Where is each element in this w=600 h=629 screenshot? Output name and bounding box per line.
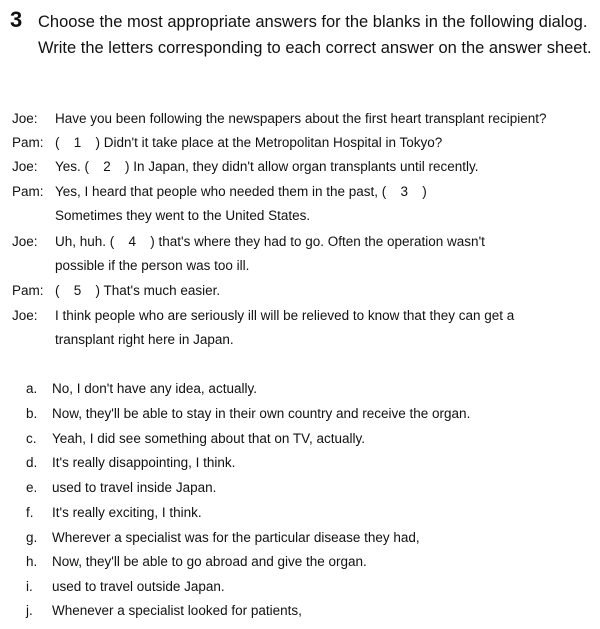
option-text: Now, they'll be able to go abroad and give the organ. bbox=[52, 554, 367, 569]
option-text: Whenever a specialist looked for patients, bbox=[52, 603, 302, 618]
speaker-label: Pam: bbox=[12, 184, 44, 199]
utterance bbox=[55, 158, 479, 176]
blank-close-paren: ) bbox=[95, 135, 100, 150]
option-letter: d. bbox=[26, 455, 38, 470]
blank-open-paren: ( bbox=[55, 283, 60, 298]
utterance-text: that's where they had to go. Often the operation wasn't bbox=[154, 234, 485, 249]
option-letter: c. bbox=[26, 431, 37, 446]
speaker-label: Pam: bbox=[12, 283, 44, 298]
utterance bbox=[55, 307, 514, 325]
utterance-text: Didn't it take place at the Metropolitan Hospital in Tokyo? bbox=[100, 135, 443, 150]
option-letter: i. bbox=[26, 579, 33, 594]
utterance-text: That's much easier. bbox=[100, 283, 221, 298]
option-text: used to travel outside Japan. bbox=[52, 579, 225, 594]
speaker-label: Joe: bbox=[12, 234, 38, 249]
option-text: Wherever a specialist was for the particular disease they had, bbox=[52, 530, 420, 545]
option-letter: h. bbox=[26, 554, 38, 569]
utterance-text: In Japan, they didn't allow organ transplants until recently. bbox=[129, 159, 479, 174]
utterance-text: Yes, I heard that people who needed them in the past, ( bbox=[55, 184, 387, 199]
option-text: used to travel inside Japan. bbox=[52, 480, 217, 495]
utterance bbox=[55, 134, 442, 152]
blank-close-paren: ) bbox=[125, 159, 130, 174]
option-text: Yeah, I did see something about that on TV, actually. bbox=[52, 431, 365, 446]
blank-open-paren: ( bbox=[55, 135, 60, 150]
option-letter: e. bbox=[26, 480, 38, 495]
utterance-text: Uh, huh. ( bbox=[55, 234, 115, 249]
blank-number: 1 bbox=[73, 135, 82, 150]
utterance bbox=[55, 233, 485, 251]
blank-number: 4 bbox=[128, 234, 137, 249]
option-text: Now, they'll be able to stay in their own country and receive the organ. bbox=[52, 406, 471, 421]
utterance bbox=[55, 282, 220, 300]
blank-close-paren: ) bbox=[150, 234, 155, 249]
option-letter: g. bbox=[26, 530, 38, 545]
option-letter: b. bbox=[26, 406, 38, 421]
utterance-text: Yes. ( bbox=[55, 159, 90, 174]
option-letter: f. bbox=[26, 505, 34, 520]
blank-close-paren: ) bbox=[95, 283, 100, 298]
blank-number: 5 bbox=[73, 283, 82, 298]
utterance bbox=[55, 183, 427, 201]
utterance-text: Have you been following the newspapers about the first heart transplant recipient? bbox=[55, 111, 547, 126]
option-letter: j. bbox=[26, 603, 33, 618]
utterance-text: I think people who are seriously ill will be relieved to know that they can get a bbox=[55, 308, 515, 323]
speaker-label: Joe: bbox=[12, 111, 38, 126]
option-text: It's really exciting, I think. bbox=[52, 505, 202, 520]
speaker-label: Joe: bbox=[12, 308, 38, 323]
blank-number: 3 bbox=[400, 184, 408, 199]
utterance bbox=[55, 110, 547, 128]
speaker-label: Joe: bbox=[12, 159, 38, 174]
speaker-label: Pam: bbox=[12, 135, 44, 150]
utterance bbox=[55, 207, 310, 225]
utterance-text: Sometimes they went to the United States. bbox=[55, 208, 311, 223]
blank-number: 2 bbox=[103, 159, 111, 174]
question-number: 3 bbox=[10, 7, 23, 32]
utterance-text: transplant right here in Japan. bbox=[55, 332, 234, 347]
option-text: No, I don't have any idea, actually. bbox=[52, 381, 257, 396]
option-letter: a. bbox=[26, 381, 38, 396]
utterance-text: possible if the person was too ill. bbox=[55, 258, 250, 273]
blank-close-paren: ) bbox=[422, 184, 427, 199]
utterance bbox=[55, 331, 234, 349]
option-text: It's really disappointing, I think. bbox=[52, 455, 236, 470]
question-instruction: Choose the most appropriate answers for the blanks in the following dialog. Write the letters corresponding to each correct answer on the answer sheet. bbox=[38, 13, 592, 57]
utterance bbox=[55, 257, 249, 275]
